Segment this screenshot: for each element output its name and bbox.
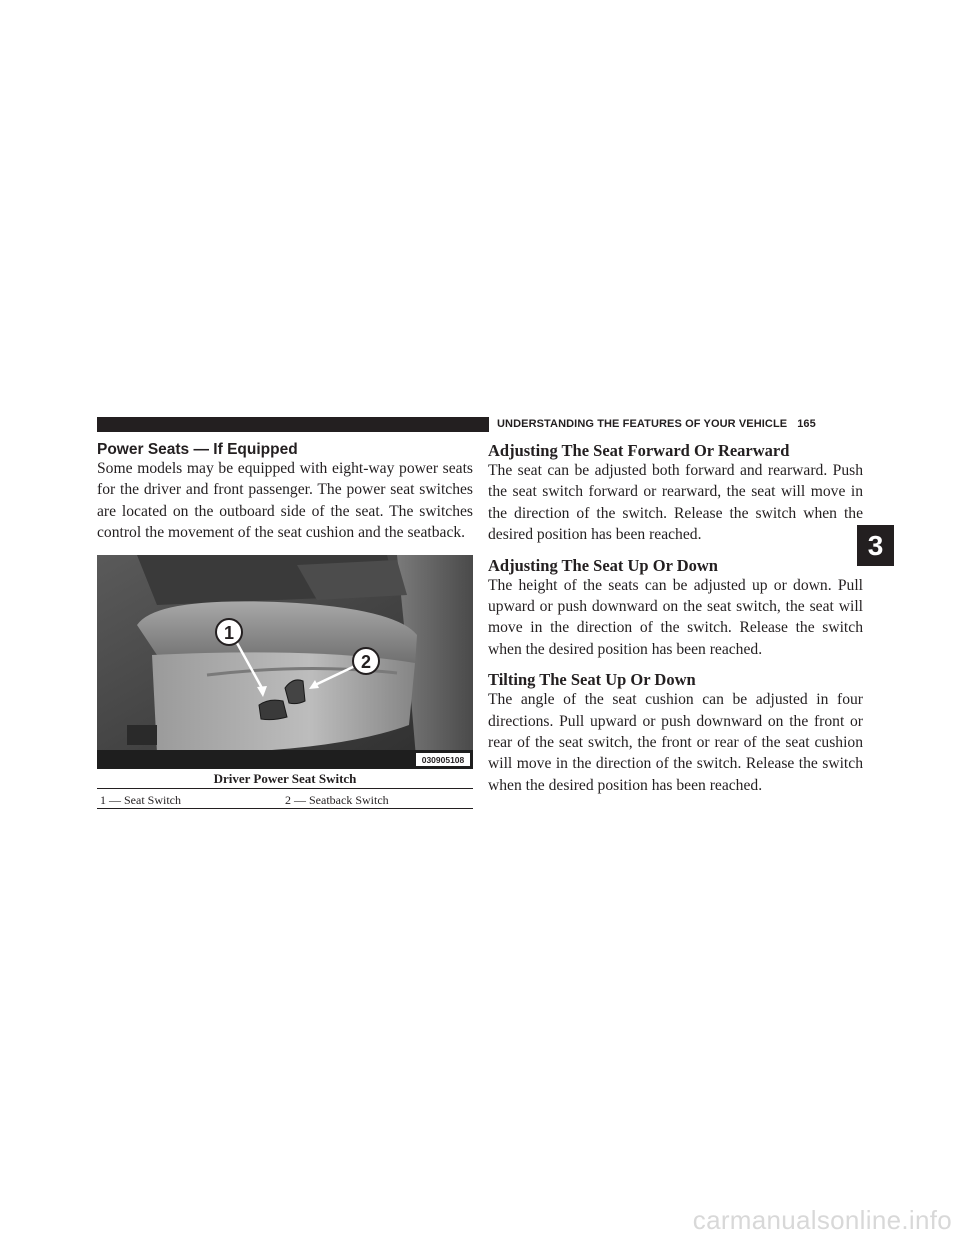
seat-switch-photo (97, 555, 473, 769)
legend-item-seatback-switch: 2 — Seatback Switch (285, 793, 389, 807)
section-heading-power-seats: Power Seats — If Equipped (97, 441, 298, 458)
right-column (488, 441, 863, 796)
running-header (497, 416, 865, 432)
image-code: 030905108 (421, 755, 465, 765)
page-number: 165 (797, 418, 816, 430)
up-down-paragraph: The height of the seats can be adjusted up or down. Pull upward or push downward on the seat switch, the seat will move in the direction of the switch. Release the switch when the desired position has been reached. (488, 576, 863, 658)
power-seats-paragraph: Some models may be equipped with eight-way power seats for the driver and front passenger. The power seat switches are located on the outboard side of the seat. The switches control the movement of the seat cushion and the seatback. (97, 460, 473, 542)
tilting-paragraph: The angle of the seat cushion can be adjusted in four directions. Pull upward or push downward on the front or rear of the seat switch, the front or rear of the seat cushion will move in the direction of the switch. Release the switch when the desired position has been reached. (488, 691, 863, 794)
figure-caption: Driver Power Seat Switch (213, 771, 357, 786)
subheading-up-down: Adjusting The Seat Up Or Down (488, 555, 718, 575)
caption-rule (97, 788, 473, 789)
callout-1-label: 1 (223, 623, 235, 643)
callout-2-label: 2 (360, 652, 372, 672)
legend-item-seat-switch: 1 — Seat Switch (100, 793, 181, 807)
subheading-forward-rearward: Adjusting The Seat Forward Or Rearward (488, 441, 790, 460)
seat-photo-illustration (97, 555, 473, 769)
subheading-tilting: Tilting The Seat Up Or Down (488, 670, 696, 690)
left-column (97, 441, 473, 544)
header-rule-bar (97, 417, 489, 432)
chapter-tab: 3 (857, 525, 894, 566)
header-title: UNDERSTANDING THE FEATURES OF YOUR VEHICLE (497, 418, 788, 430)
watermark: carmanualsonline.info (692, 1205, 952, 1235)
legend-rule (97, 808, 473, 809)
forward-rearward-paragraph: The seat can be adjusted both forward and rearward. Push the seat switch forward or rearward, the seat will move in the direction of the switch. Release the switch when the desired position has been reached. (488, 462, 863, 544)
